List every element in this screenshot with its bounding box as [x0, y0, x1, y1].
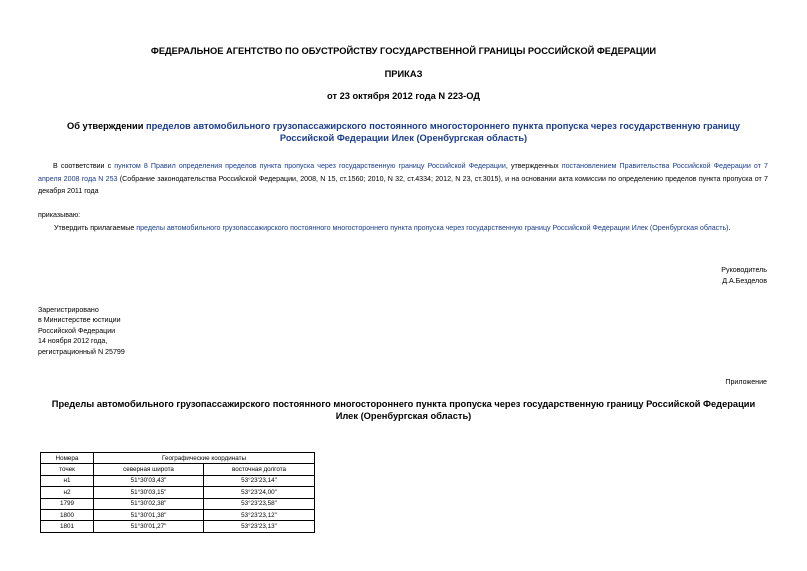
preamble-paragraph	[38, 160, 768, 198]
longitude-cell: 53°23'23,13"	[204, 521, 315, 532]
longitude-cell: 53°23'24,00"	[204, 487, 315, 498]
point-number: н1	[41, 475, 94, 486]
latitude-cell: 51°30'03,15"	[94, 487, 204, 498]
point-number: н2	[41, 487, 94, 498]
preamble-text-1: В соответствии с	[53, 162, 115, 170]
longitude-cell: 53°23'23,14"	[204, 475, 315, 486]
longitude-cell: 53°23'23,12"	[204, 509, 315, 520]
header-points-line1: Номера	[41, 453, 94, 464]
document-subject	[40, 121, 767, 144]
point-number: 1799	[41, 498, 94, 509]
document-date-number: от 23 октября 2012 года N 223-ОД	[327, 91, 480, 101]
appendix-title: Пределы автомобильного грузопассажирского постоянного многостороннего пункта пропуска через государственную границу Российской Федерации Илек (Оренбургская область)	[51, 399, 756, 421]
approve-paragraph	[54, 224, 731, 232]
coordinates-table	[40, 452, 315, 533]
registration-line: Зарегистрировано	[38, 306, 99, 314]
header-latitude: северная широта	[94, 464, 204, 475]
longitude-cell: 53°23'23,58"	[204, 498, 315, 509]
subject-link[interactable]: пределов автомобильного грузопассажирского постоянного многостороннего пункта пропуска через государственную границу Российской Федерации Илек (Оренбургская область)	[146, 121, 741, 143]
header-longitude: восточная долгота	[204, 464, 315, 475]
appendix-label: Приложение	[725, 378, 767, 386]
table-row	[41, 475, 315, 486]
approve-text-1: Утвердить прилагаемые	[54, 224, 137, 232]
registration-line: 14 ноября 2012 года,	[38, 337, 108, 346]
table-row	[41, 498, 315, 509]
latitude-cell: 51°30'01,27"	[94, 521, 204, 532]
agency-name: ФЕДЕРАЛЬНОЕ АГЕНТСТВО ПО ОБУСТРОЙСТВУ ГОСУДАРСТВЕННОЙ ГРАНИЦЫ РОССИЙСКОЙ ФЕДЕРАЦИИ	[150, 46, 657, 56]
registration-line: регистрационный N 25799	[38, 347, 125, 356]
table-row	[41, 487, 315, 498]
document-type: ПРИКАЗ	[384, 69, 423, 79]
table-row	[41, 521, 315, 532]
preamble-text-3: (Собрание законодательства Российской Федерации, 2008, N 15, ст.1560; 2010, N 32, ст.4334; 2012, N 23, ст.3015), и на основании акта комиссии по определению пределов пункта пропуска от 7 декабря 2011 года	[38, 174, 768, 195]
signature-name: Д.А.Безделов	[722, 277, 767, 285]
point-number: 1800	[41, 509, 94, 520]
registration-line: в Министерстве юстиции	[38, 316, 121, 325]
header-points-line2: точек	[41, 464, 94, 475]
preamble-text-2: , утвержденных	[505, 162, 562, 170]
signature-block	[721, 265, 767, 287]
latitude-cell: 51°30'02,38"	[94, 498, 204, 509]
subject-prefix: Об утверждении	[66, 121, 146, 131]
limits-link[interactable]: пределы автомобильного грузопассажирского постоянного многостороннего пункта пропуска через государственную границу Российской Федерации Илек (Оренбургская область)	[136, 224, 729, 232]
approve-text-2: .	[728, 224, 731, 232]
latitude-cell: 51°30'03,43"	[94, 475, 204, 486]
registration-line: Российской Федерации	[38, 326, 116, 335]
signature-title: Руководитель	[721, 266, 767, 274]
order-word: приказываю:	[38, 211, 81, 219]
latitude-cell: 51°30'01,38"	[94, 509, 204, 520]
rules-link[interactable]: пунктом 8 Правил определения пределов пункта пропуска через государственную границу Российской Федерации	[114, 162, 506, 170]
point-number: 1801	[41, 521, 94, 532]
table-row	[41, 509, 315, 520]
registration-block	[38, 305, 125, 357]
header-coordinates: Географические координаты	[94, 453, 315, 464]
government-decree-link[interactable]: постановлением Правительства Российской Федерации от 7 апреля 2008 года N 253	[38, 162, 768, 183]
